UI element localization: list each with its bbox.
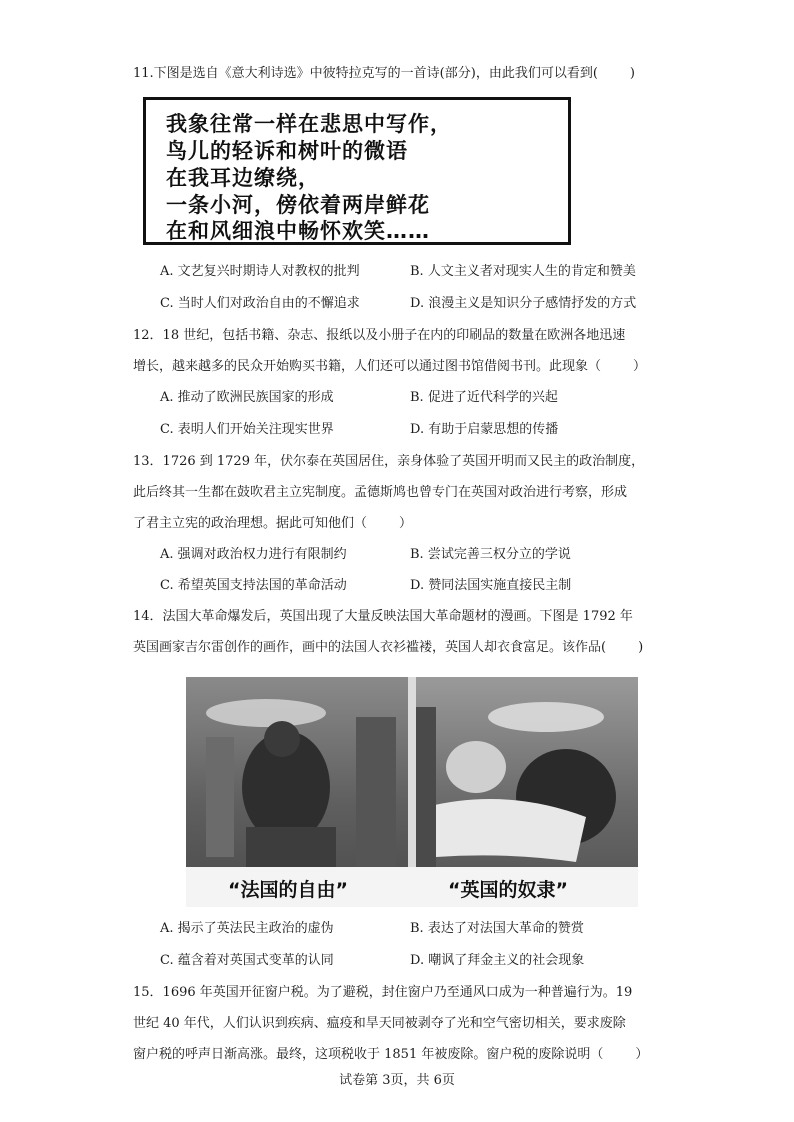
q13-stem-line3: 了君主立宪的政治理想。据此可知他们（ ） [133,516,413,531]
poem-line: 在和风细浪中畅怀欢笑…… [166,219,430,243]
cartoon-image [186,677,638,907]
cartoon-caption-right: “英国的奴隶” [448,879,568,901]
q12-option-c[interactable]: C. 表明人们开始关注现实世界 [160,422,334,437]
q13-option-b[interactable]: B. 尝试完善三权分立的学说 [410,547,571,562]
q13-option-c[interactable]: C. 希望英国支持法国的革命活动 [160,578,347,593]
q14-stem-line2: 英国画家吉尔雷创作的画作，画中的法国人衣衫褴褛，英国人却衣食富足。该作品( ) [133,640,644,655]
q15-stem-line1: 15．1696 年英国开征窗户税。为了避税，封住窗户乃至通风口成为一种普遍行为。19 [133,985,633,1000]
q14-option-d[interactable]: D. 嘲讽了拜金主义的社会现象 [410,953,585,968]
poem-image [143,97,571,245]
q12-stem-line2: 增长，越来越多的民众开始购买书籍，人们还可以通过图书馆借阅书刊。此现象（ ） [133,359,647,374]
q11-stem: 11.下图是选自《意大利诗选》中彼特拉克写的一首诗(部分)，由此我们可以看到( ) [133,66,635,81]
cartoon-caption-left: “法国的自由” [228,879,348,901]
q11-option-a[interactable]: A. 文艺复兴时期诗人对教权的批判 [160,264,360,279]
poem-line: 一条小河，傍依着两岸鲜花 [166,193,430,217]
page-footer: 试卷第 3页，共 6页 [339,1073,455,1088]
q12-option-a[interactable]: A. 推动了欧洲民族国家的形成 [160,390,334,405]
q12-stem-line1: 12．18 世纪，包括书籍、杂志、报纸以及小册子在内的印刷品的数量在欧洲各地迅速 [133,328,626,343]
q15-stem-line2: 世纪 40 年代，人们认识到疾病、瘟疫和旱天同被剥夺了光和空气密切相关，要求废除 [133,1016,626,1031]
q12-option-d[interactable]: D. 有助于启蒙思想的传播 [410,422,559,437]
q14-option-a[interactable]: A. 揭示了英法民主政治的虚伪 [160,921,334,936]
q14-option-c[interactable]: C. 蕴含着对英国式变革的认同 [160,953,334,968]
q14-stem-line1: 14．法国大革命爆发后，英国出现了大量反映法国大革命题材的漫画。下图是 1792 年 [133,609,633,624]
q12-option-b[interactable]: B. 促进了近代科学的兴起 [410,390,558,405]
poem-line: 在我耳边缭绕， [166,166,320,190]
q14-option-b[interactable]: B. 表达了对法国大革命的赞赏 [410,921,584,936]
q15-stem-line3: 窗户税的呼声日渐高涨。最终，这项税收于 1851 年被废除。窗户税的废除说明（ ） [133,1047,649,1062]
q13-stem-line1: 13．1726 到 1729 年，伏尔泰在英国居住，亲身体验了英国开明而又民主的政治制度， [133,454,645,469]
q11-option-d[interactable]: D. 浪漫主义是知识分子感情抒发的方式 [410,296,637,311]
q11-option-b[interactable]: B. 人文主义者对现实人生的肯定和赞美 [410,264,636,279]
q11-option-c[interactable]: C. 当时人们对政治自由的不懈追求 [160,296,360,311]
cartoon-caption-bar [186,867,638,907]
poem-line: 鸟儿的轻诉和树叶的微语 [166,139,408,163]
q13-stem-line2: 此后终其一生都在鼓吹君主立宪制度。孟德斯鸠也曾专门在英国对政治进行考察，形成 [133,485,628,500]
q13-option-d[interactable]: D. 赞同法国实施直接民主制 [410,578,572,593]
poem-line: 我象往常一样在悲思中写作， [166,112,452,136]
q13-option-a[interactable]: A. 强调对政治权力进行有限制约 [160,547,347,562]
